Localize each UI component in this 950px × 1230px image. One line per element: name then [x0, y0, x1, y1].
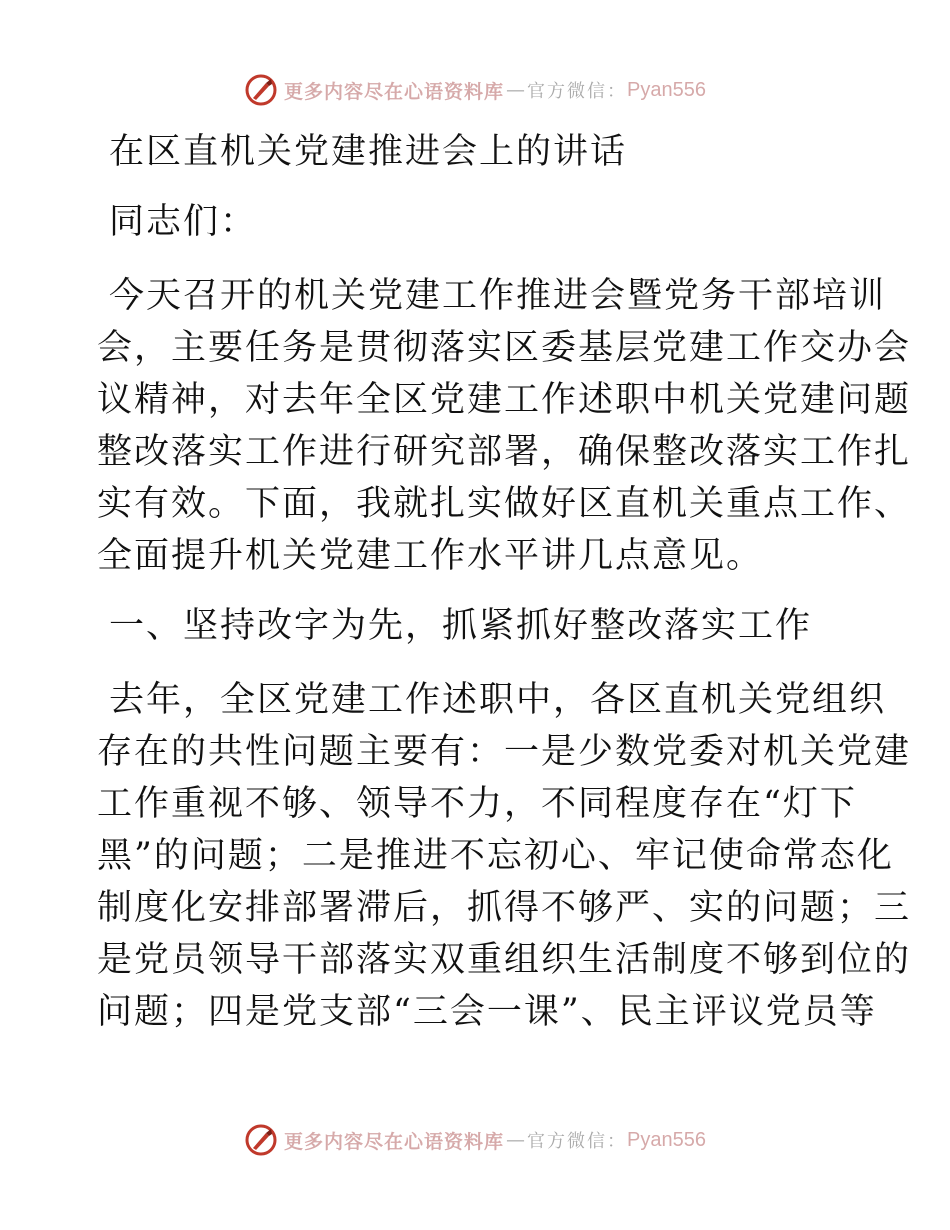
paragraph-line: 会，主要任务是贯彻落实区委基层党建工作交办会	[97, 328, 912, 368]
watermark-brand: 更多内容尽在心语资料库	[284, 1130, 505, 1153]
paragraph-line: 实有效。下面，我就扎实做好区直机关重点工作、	[97, 484, 912, 524]
paragraph-line: 问题；四是党支部“三会一课”、民主评议党员等	[97, 992, 877, 1032]
watermark-separator: —	[506, 79, 526, 101]
pen-nib-logo-icon	[244, 1123, 278, 1157]
watermark-wechat-label: 官方微信：	[527, 1131, 628, 1152]
watermark-account: Pyan556	[627, 1128, 706, 1151]
watermark-account: Pyan556	[627, 78, 706, 101]
paragraph-line: 整改落实工作进行研究部署，确保整改落实工作扎	[97, 432, 912, 472]
paragraph-line: 议精神，对去年全区党建工作述职中机关党建问题	[97, 380, 912, 420]
pen-nib-logo-icon	[244, 73, 278, 107]
watermark-separator: —	[506, 1129, 526, 1151]
document-title: 在区直机关党建推进会上的讲话	[109, 132, 628, 172]
paragraph-line: 是党员领导干部落实双重组织生活制度不够到位的	[97, 940, 912, 980]
paragraph-2	[97, 674, 912, 1038]
watermark-wechat-label: 官方微信：	[527, 81, 628, 102]
paragraph-line: 工作重视不够、领导不力，不同程度存在“灯下	[97, 784, 857, 824]
paragraph-line: 存在的共性问题主要有：一是少数党委对机关党建	[97, 732, 912, 772]
section-heading-1: 一、坚持改字为先，抓紧抓好整改落实工作	[109, 606, 813, 646]
paragraph-1	[97, 270, 912, 582]
greeting: 同志们：	[109, 202, 258, 242]
paragraph-line: 去年，全区党建工作述职中，各区直机关党组织	[109, 680, 887, 720]
watermark-banner-top	[0, 70, 950, 110]
watermark-banner-bottom	[0, 1120, 950, 1160]
paragraph-line: 黑”的问题；二是推进不忘初心、牢记使命常态化	[97, 836, 894, 876]
document-body	[97, 120, 912, 1038]
paragraph-line: 全面提升机关党建工作水平讲几点意见。	[97, 536, 764, 576]
paragraph-line: 今天召开的机关党建工作推进会暨党务干部培训	[109, 276, 887, 316]
watermark-brand: 更多内容尽在心语资料库	[284, 80, 505, 103]
paragraph-line: 制度化安排部署滞后，抓得不够严、实的问题；三	[97, 888, 912, 928]
